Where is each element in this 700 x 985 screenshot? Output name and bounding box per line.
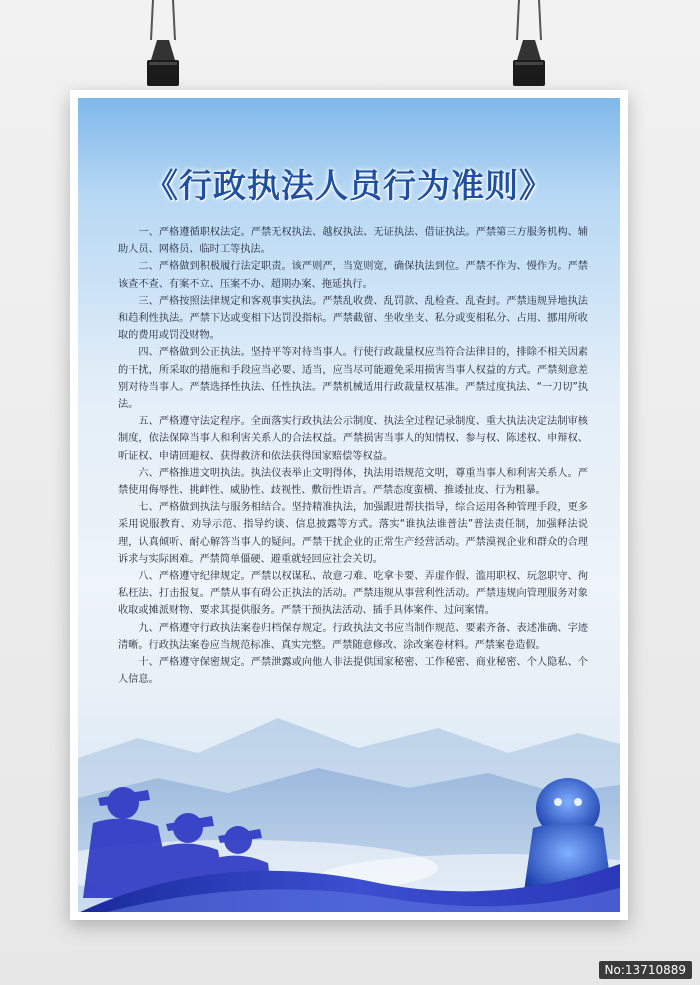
rule-paragraph-4: 四、严格做到公正执法。坚持平等对待当事人。行使行政裁量权应当符合法律目的，排除不相关因素的干扰，所采取的措施和手段应当必要、适当，应当尽可能避免采用损害当事人权益的方式。严禁刻意差别对待当事人。严禁选择性执法、任性执法。严禁机械适用行政裁量权基准。严禁过度执法、“一刀切”执法。 <box>118 347 588 411</box>
rule-paragraph-5: 五、严格遵守法定程序。全面落实行政执法公示制度、执法全过程记录制度、重大执法决定法制审核制度，依法保障当事人和利害关系人的合法权益。严禁损害当事人的知情权、参与权、陈述权、申辩权、听证权、申请回避权、获得救济和依法获得国家赔偿等权益。 <box>118 416 588 462</box>
rule-paragraph-6: 六、严格推进文明执法。执法仪表举止文明得体，执法用语规范文明，尊重当事人和利害关系人。严禁使用侮辱性、挑衅性、威胁性、歧视性、敷衍性语言。严禁态度蛮横、推诿扯皮、行为粗暴。 <box>118 467 588 497</box>
poster <box>70 90 628 920</box>
rules-text <box>118 224 588 688</box>
binder-clip-right-icon <box>509 0 549 92</box>
rule-paragraph-1: 一、严格遵循职权法定。严禁无权执法、越权执法、无证执法、借证执法。严禁第三方服务机构、辅助人员、网格员、临时工等执法。 <box>118 227 588 256</box>
rule-paragraph-10: 十、严格遵守保密规定。严禁泄露或向他人非法提供国家秘密、工作秘密、商业秘密、个人隐私、个人信息。 <box>118 657 588 686</box>
rule-paragraph-3: 三、严格按照法律规定和客观事实执法。严禁乱收费、乱罚款、乱检查、乱查封。严禁违规异地执法和趋利性执法。严禁下达或变相下达罚没指标。严禁截留、坐收坐支、私分或变相私分、占用、挪用所收取的费用或罚没财物。 <box>118 295 588 342</box>
poster-title: 《行政执法人员行为准则》 <box>145 166 553 205</box>
rule-paragraph-2: 二、严格做到积极履行法定职责。该严则严，当宽则宽，确保执法到位。严禁不作为、慢作为。严禁该查不查、有案不立、压案不办、超期办案、拖延执行。 <box>118 261 588 290</box>
rule-paragraph-8: 八、严格遵守纪律规定。严禁以权谋私、故意刁难、吃拿卡要、弄虚作假、滥用职权、玩忽职守、徇私枉法、打击报复。严禁从事有碍公正执法的活动。严禁违规从事营利性活动。严禁违规向管理服务对象收取或摊派财物、要求其提供服务。严禁干预执法活动、插手具体案件、过问案情。 <box>118 571 588 617</box>
binder-clip-left-icon <box>143 0 183 92</box>
rule-paragraph-7: 七、严格做到执法与服务相结合。坚持精准执法，加强跟进帮扶指导，综合运用各种管理手段，更多采用说服教育、劝导示范、指导约谈、信息披露等方式。落实“谁执法谁普法”普法责任制，加强释法说理，认真倾听、耐心解答当事人的疑问。严禁干扰企业的正常生产经营活动。严禁漠视企业和群众的合理诉求与实际困难。严禁简单僵硬、避重就轻回应社会关切。 <box>118 502 588 565</box>
watermark-id: No:13710889 <box>599 961 692 979</box>
rule-paragraph-9: 九、严格遵守行政执法案卷归档保存规定。行政执法文书应当制作规范、要素齐备、表述准确、字迹清晰。行政执法案卷应当规范标准、真实完整。严禁随意修改、涂改案卷材料。严禁案卷造假。 <box>118 622 588 651</box>
decorative-landscape <box>78 698 628 920</box>
